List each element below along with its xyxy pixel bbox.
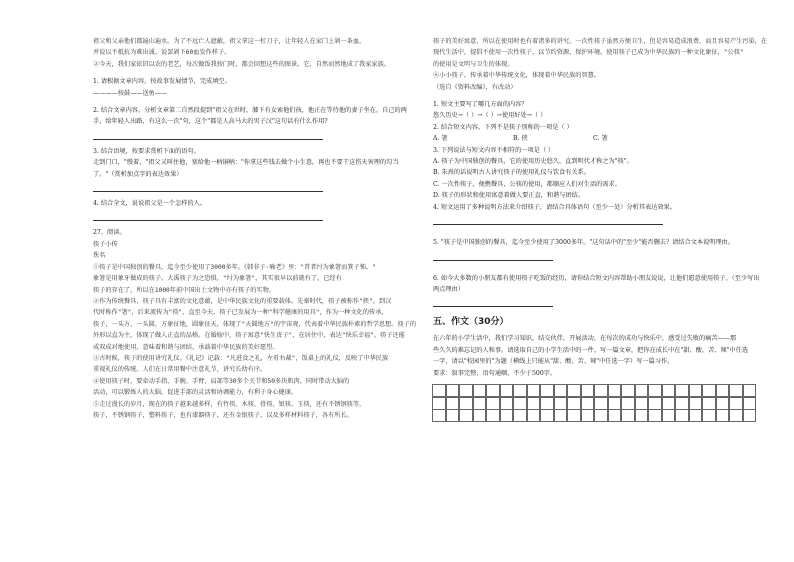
grid-cell[interactable] (527, 384, 541, 397)
left-column (93, 36, 415, 421)
question-3: 3. 下列说法与短文内容不相符的一项是（ ） (433, 146, 555, 154)
grid-cell[interactable] (581, 397, 595, 410)
passage-line: 象箸是用象牙做成的筷子。大禹筷子为之恐惧，"纣为象箸"，其实很早以前就有了，已经有 (93, 275, 342, 283)
passage-line: ①筷子是中国独创的餐具，迄今至少使用了3000多年。《韩非子·喻老》里："昔者纣为象箸而箕子怖。" (93, 263, 376, 271)
grid-cell[interactable] (581, 384, 595, 397)
essay-writing-grid[interactable] (433, 385, 763, 422)
question-3-quote: 走到门口，"慢着，"祖父又叫住他，塞给他一柄铜柄："你拿这些钱去做个小生意，再也不要干这伤天害理的勾当了。"（赏析加点字的表达效果） (93, 159, 399, 178)
passage-line: ⑤走过漫长的岁月，现在的筷子越来越多样，有竹筷、木筷、骨筷、银筷、玉筷，还有不锈钢筷等， (93, 400, 366, 408)
grid-cell[interactable] (594, 384, 608, 397)
passage-line: 代时称作"箸"，后来流传为"筷"，直至今天，筷子已发展为一种"科学健康的用具"，作为一种文化的传承， (93, 309, 388, 317)
passage-line: 筷子的美好寓意，所以在使用时也有着诸多的讲究。一次性筷子虽然方便卫生，但是容易造成浪费，而且容易产生污染，在 (433, 38, 768, 45)
question-1: 1. 请根据文章内容，按故事发展情节，完成填空。 (93, 78, 231, 86)
answer-line[interactable] (433, 215, 663, 225)
grid-cell[interactable] (729, 409, 743, 422)
grid-cell[interactable] (675, 384, 689, 397)
grid-cell[interactable] (567, 397, 581, 410)
grid-cell[interactable] (729, 397, 743, 410)
grid-cell[interactable] (500, 397, 514, 410)
option-b[interactable]: B. 挟 (513, 135, 528, 143)
question-2: 2. 结合文章内容，分析文章第二自然段提到"祖父在世时，膝下有女索他们孩，他正在等待他的妻子坐在，自己的两手，给年轻人出路，有这么一次"句，这个"都是人高马大的男子汉"这句话有什么作用? (93, 107, 407, 126)
option-a[interactable]: A. 筷子为中国独创的餐具，它的使用历史悠久，直到明代才称之为"筷"。 (433, 158, 633, 166)
answer-line[interactable] (93, 130, 323, 140)
essay-prompt-line: 一字，请以"校园里的"为题（横线上只能从"甜、酸、苦、辣"中任选一字）写一篇习作。 (433, 358, 674, 366)
grid-cell[interactable] (648, 397, 662, 410)
option-d[interactable]: D. 筷子的形状和使用寓意着做人要正直，和谐与团结。 (433, 192, 584, 200)
grid-cell[interactable] (716, 409, 730, 422)
grid-cell[interactable] (432, 384, 446, 397)
answer-line[interactable] (93, 182, 323, 192)
passage-line: 祖父和父亲他们都遍山遍水。为了不远亡人遮蔽，祖父拿这一杠刀子，让年轻人在家门上剁一条血， (93, 38, 366, 45)
grid-cell[interactable] (554, 409, 568, 422)
question-1: 1. 短文主要写了哪几方面的内容？ (433, 101, 528, 109)
question-3: 3. 结合语境，按要求赏析下面的语句。 (93, 147, 200, 155)
passage-line: 重视礼仪的传统。人们在日常用餐中注意礼节，讲究长幼有序。 (93, 366, 267, 374)
option-c[interactable]: C. 箸 (593, 135, 608, 143)
grid-cell[interactable] (513, 384, 527, 397)
section-title: 五、作文（30分） (433, 317, 509, 328)
question-1-flow: 悠久历史→（ ）→（ ）→使用好处→（ ） (433, 112, 547, 120)
grid-cell[interactable] (743, 384, 757, 397)
grid-cell[interactable] (527, 409, 541, 422)
grid-cell[interactable] (621, 384, 635, 397)
grid-cell[interactable] (459, 397, 473, 410)
passage-line: 并说以不抵抗为难出诚。说罢剁下60血发作样子。 (93, 49, 231, 57)
passage-line: ④使用筷子时，要牵动手指、手腕、手臂、肩部等30多个关节和50多块肌肉，同时带动大脑的 (93, 377, 350, 385)
grid-cell[interactable] (716, 397, 730, 410)
grid-cell[interactable] (716, 384, 730, 397)
grid-cell[interactable] (662, 384, 676, 397)
grid-cell[interactable] (743, 409, 757, 422)
grid-cell[interactable] (567, 409, 581, 422)
grid-cell[interactable] (540, 397, 554, 410)
grid-cell[interactable] (675, 409, 689, 422)
passage-line: ②作为传统餐具，筷子具有丰富的文化意蕴，是中华民族文化的重要载体。先秦时代，筷子被称作"挟"。到汉 (93, 297, 392, 305)
article-title: 筷子小传 (93, 240, 118, 248)
question-5: 5. "筷子是中国独创的餐具，迄今至少使用了3000多年。"这句话中的"至少"能否删去？请结合文本说明理由。 (433, 239, 735, 247)
grid-cell[interactable] (473, 409, 487, 422)
passage-line: ②今天，我们家依旧以农的老艺，每次做饭我按门时，都会回想这些的图景。它，自然而然地成了我家家族。 (93, 60, 390, 68)
option-c[interactable]: C. 一次性筷子，便携餐具，公筷的使用，都顺应人们对生活的需求。 (433, 180, 621, 188)
fill-blank-sequence: ————按鼓——送鱼—— (93, 89, 168, 97)
grid-cell[interactable] (675, 397, 689, 410)
grid-cell[interactable] (648, 384, 662, 397)
passage-line: ⑥小小筷子，传承着中华传统文化，体现着中华民族的智慧。 (433, 72, 601, 80)
grid-cell[interactable] (635, 397, 649, 410)
grid-cell[interactable] (554, 397, 568, 410)
grid-cell[interactable] (513, 409, 527, 422)
grid-cell[interactable] (594, 397, 608, 410)
grid-cell[interactable] (446, 397, 460, 410)
grid-cell[interactable] (648, 409, 662, 422)
grid-cell[interactable] (689, 409, 703, 422)
grid-cell[interactable] (608, 384, 622, 397)
grid-cell[interactable] (540, 409, 554, 422)
grid-cell[interactable] (594, 409, 608, 422)
grid-cell[interactable] (486, 384, 500, 397)
grid-cell[interactable] (527, 397, 541, 410)
grid-cell[interactable] (446, 384, 460, 397)
grid-cell[interactable] (459, 384, 473, 397)
grid-cell[interactable] (743, 397, 757, 410)
passage-line: 的使用是文明与卫生的体现。 (433, 60, 514, 68)
grid-cell[interactable] (581, 409, 595, 422)
grid-cell[interactable] (689, 397, 703, 410)
grid-cell[interactable] (608, 397, 622, 410)
answer-line[interactable] (93, 211, 323, 221)
grid-cell[interactable] (554, 384, 568, 397)
question-2-options (433, 133, 763, 144)
grid-cell[interactable] (500, 384, 514, 397)
grid-cell[interactable] (662, 397, 676, 410)
grid-cell[interactable] (486, 409, 500, 422)
grid-cell[interactable] (702, 397, 716, 410)
grid-cell[interactable] (432, 397, 446, 410)
grid-cell[interactable] (432, 409, 446, 422)
question-2: 2. 结合短文内容，下列不是筷子别称的一项是（ ） (433, 123, 573, 131)
question-4: 4. 短文运用了多种说明方法来介绍筷子，请结合具体语句（至少一处）分析其表达效果。 (433, 203, 676, 211)
grid-cell[interactable] (729, 384, 743, 397)
passage-line: 筷子，不锈钢筷子，塑料筷子，也有漆器筷子，还有金银筷子，以及多样材料筷子，各有所长。 (93, 411, 353, 419)
passage-line: 筷子，一头方，一头圆，方象征地，圆象征天，体现了"天圆地方"的宇宙观，代表着中华民族朴素的哲学思想。筷子的 (93, 320, 417, 328)
essay-prompt-line: 在六年的小学生活中，我们学习知识，结交伙伴，开展活动，在每次的成功与快乐中，感受过失败的痛苦——那 (433, 335, 737, 343)
right-column (433, 36, 768, 422)
essay-requirements: 要求：叙事完整，语句通顺，不少于500字。 (433, 369, 557, 377)
grid-cell[interactable] (446, 409, 460, 422)
grid-cell[interactable] (459, 409, 473, 422)
passage-line: ③古时候，筷子的使用讲究礼仪。《礼记》记载："凡进食之礼，左肴右胾"，饭桌上的礼仪，反映了中华民族 (93, 354, 389, 362)
grid-cell[interactable] (635, 409, 649, 422)
passage-line: 筷子的存在了，所以在1000年前中国出土文物中亦有筷子的实物。 (93, 286, 275, 294)
grid-cell[interactable] (567, 384, 581, 397)
grid-cell[interactable] (621, 397, 635, 410)
grid-cell[interactable] (513, 397, 527, 410)
grid-cell[interactable] (608, 409, 622, 422)
grid-cell[interactable] (702, 384, 716, 397)
grid-cell[interactable] (500, 409, 514, 422)
grid-cell[interactable] (540, 384, 554, 397)
reading-heading: 27、阅读。 (93, 229, 126, 237)
answer-line[interactable] (433, 297, 553, 307)
grid-cell[interactable] (662, 409, 676, 422)
article-author: 佚名 (93, 252, 106, 260)
grid-cell[interactable] (689, 384, 703, 397)
grid-cell[interactable] (621, 409, 635, 422)
grid-cell[interactable] (635, 384, 649, 397)
question-4: 4. 结合全文，说说祖父是一个怎样的人。 (93, 200, 207, 208)
passage-line: 活动，可以锻炼人的大脑，促进手部的灵活和协调能力，有利于身心健康。 (93, 389, 298, 397)
grid-cell[interactable] (473, 397, 487, 410)
answer-line[interactable] (433, 251, 553, 261)
grid-cell[interactable] (473, 384, 487, 397)
passage-line: 现代生活中，提倡不使用一次性筷子，以节约资源，保护环境。使用筷子已成为中华民族的一种文化象征，"公筷" (433, 49, 744, 57)
option-b[interactable]: B. 朱熹的话说明古人讲究筷子的使用礼仪与饮食有关系。 (433, 169, 590, 177)
option-a[interactable]: A. 箸 (433, 135, 448, 143)
source-note: （选自《资料改编》，有改动） (433, 83, 517, 91)
passage-line: 外形以直为主，体现了做人正直的品格。在婚嫁中，筷子寓意"快生贵子"，在居住中，表达"快乐幸福"。筷子还能 (93, 332, 405, 340)
essay-prompt-line: 些久久的难忘记的人和事。请选取自己的小学生活中的一件，写一篇文章，把你在成长中在"甜、酸、苦、辣"中任选 (433, 346, 749, 354)
grid-cell[interactable] (486, 397, 500, 410)
question-6: 6. 如今大多数的小朋友都有使用筷子吃饭的经历，请你结合短文内容帮助小朋友说说，让他们愿意使用筷子。（至少写出两点理由） (433, 274, 760, 293)
passage-line: 成双成对地使用，意味着和谐与团结，承载着中华民族的美好愿望。 (93, 343, 279, 351)
grid-cell[interactable] (702, 409, 716, 422)
